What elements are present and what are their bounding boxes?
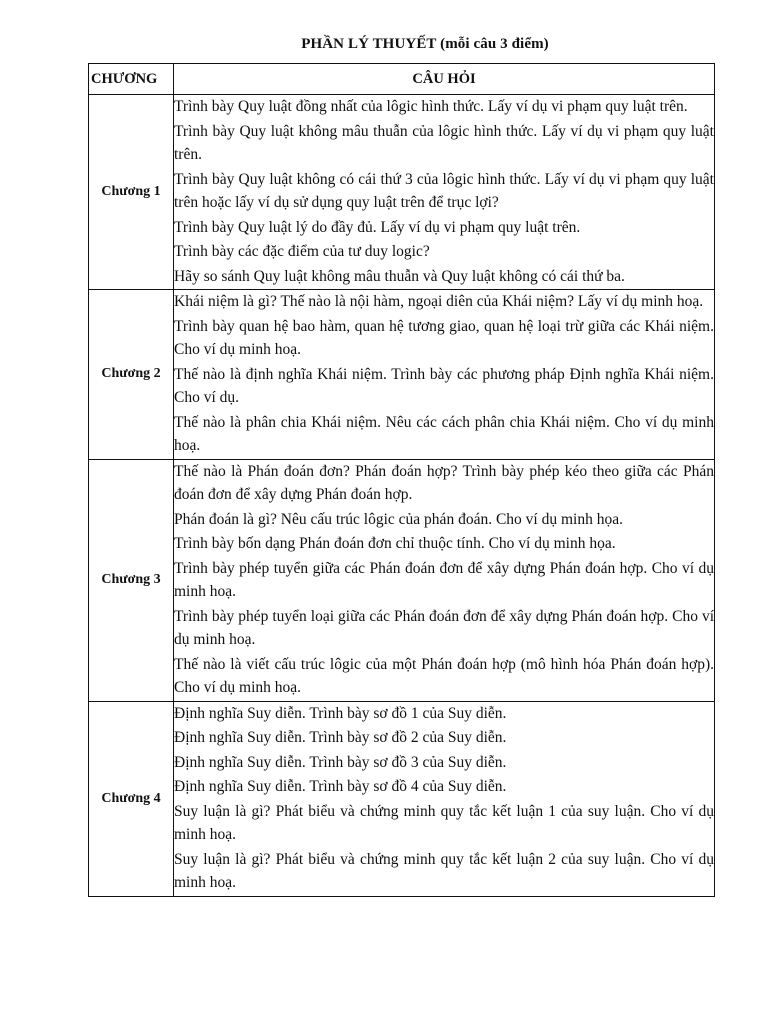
- questions-table: [88, 63, 715, 897]
- question-item: Trình bày phép tuyển giữa các Phán đoán đơn để xây dựng Phán đoán hợp. Cho ví dụ minh hoạ.: [174, 559, 714, 600]
- chapter-row-4: [89, 701, 715, 896]
- question-item: Trình bày Quy luật đồng nhất của lôgic hình thức. Lấy ví dụ vi phạm quy luật trên.: [174, 98, 688, 115]
- table-header-row: [89, 64, 715, 95]
- question-item: Suy luận là gì? Phát biểu và chứng minh quy tắc kết luận 2 của suy luận. Cho ví dụ minh hoạ.: [174, 850, 714, 891]
- question-item: Khái niệm là gì? Thế nào là nội hàm, ngoại diên của Khái niệm? Lấy ví dụ minh hoạ.: [174, 293, 704, 310]
- question-item: Thế nào là Phán đoán đơn? Phán đoán hợp? Trình bày phép kéo theo giữa các Phán đoán đơn để xây dựng Phán đoán hợp.: [174, 462, 714, 503]
- question-item: Thế nào là định nghĩa Khái niệm. Trình bày các phương pháp Định nghĩa Khái niệm. Cho ví dụ.: [174, 365, 714, 406]
- chapter-row-2: [89, 290, 715, 460]
- question-item: Trình bày Quy luật lý do đầy đủ. Lấy ví dụ vi phạm quy luật trên.: [174, 218, 581, 236]
- question-item: Trình bày Quy luật không mâu thuẫn của lôgic hình thức. Lấy ví dụ vi phạm quy luật trên.: [174, 122, 714, 163]
- question-item: Trình bày quan hệ bao hàm, quan hệ tương giao, quan hệ loại trừ giữa các Khái niệm. Cho ví dụ minh hoạ.: [174, 317, 714, 358]
- question-item: Trình bày các đặc điểm của tư duy logic?: [174, 243, 430, 260]
- question-item: Suy luận là gì? Phát biểu và chứng minh quy tắc kết luận 1 của suy luận. Cho ví dụ minh hoạ.: [174, 802, 714, 843]
- question-item: Thế nào là viết cấu trúc lôgic của một Phán đoán hợp (mô hình hóa Phán đoán hợp). Cho ví dụ minh hoạ.: [174, 655, 714, 696]
- question-item: Trình bày bốn dạng Phán đoán đơn chỉ thuộc tính. Cho ví dụ minh họa.: [174, 535, 616, 552]
- question-item: Trình bày Quy luật không có cái thứ 3 của lôgic hình thức. Lấy ví dụ vi phạm quy luật trên hoặc lấy ví dụ sử dụng quy luật trên để trục lợi?: [174, 170, 714, 211]
- chapter-label: Chương 2: [89, 290, 174, 460]
- chapter-label: Chương 3: [89, 459, 174, 701]
- question-list: [174, 701, 715, 896]
- question-item: Trình bày phép tuyển loại giữa các Phán đoán đơn để xây dựng Phán đoán hợp. Cho ví dụ minh hoạ.: [174, 607, 714, 648]
- question-list: [174, 459, 715, 701]
- question-item: Định nghĩa Suy diễn. Trình bày sơ đồ 2 của Suy diễn.: [174, 729, 507, 746]
- chapter-row-3: [89, 459, 715, 701]
- chapter-label: Chương 4: [89, 701, 174, 896]
- question-item: Định nghĩa Suy diễn. Trình bày sơ đồ 4 của Suy diễn.: [174, 778, 507, 795]
- header-questions: CÂU HỎI: [174, 64, 715, 95]
- question-item: Thế nào là phân chia Khái niệm. Nêu các cách phân chia Khái niệm. Cho ví dụ minh hoạ.: [174, 413, 714, 454]
- chapter-label: Chương 1: [89, 95, 174, 290]
- question-item: Phán đoán là gì? Nêu cấu trúc lôgic của phán đoán. Cho ví dụ minh họa.: [174, 510, 623, 528]
- question-item: Định nghĩa Suy diễn. Trình bày sơ đồ 3 của Suy diễn.: [174, 753, 507, 771]
- page-title: PHẦN LÝ THUYẾT (mỗi câu 3 điểm): [301, 36, 549, 52]
- question-item: Hãy so sánh Quy luật không mâu thuẫn và Quy luật không có cái thứ ba.: [174, 267, 625, 285]
- question-item: Định nghĩa Suy diễn. Trình bày sơ đồ 1 của Suy diễn.: [174, 704, 507, 722]
- header-chapter: CHƯƠNG: [89, 64, 174, 95]
- chapter-row-1: [89, 95, 715, 290]
- question-list: [174, 95, 715, 290]
- question-list: [174, 290, 715, 460]
